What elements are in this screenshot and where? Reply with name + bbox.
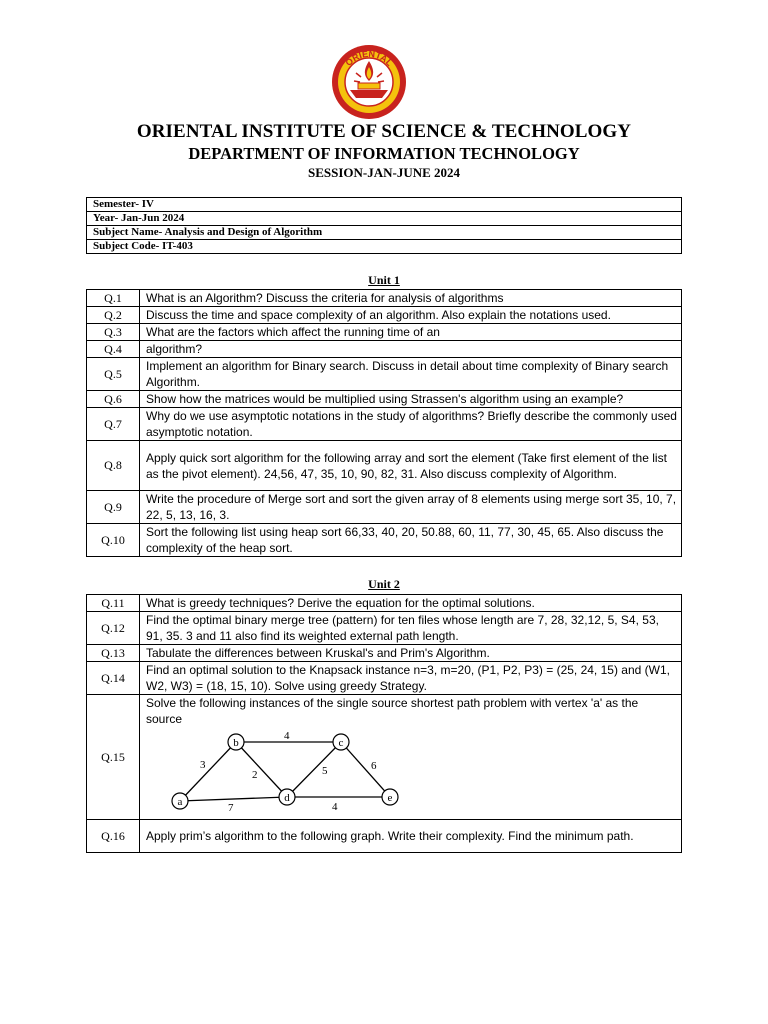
table-row bbox=[87, 408, 682, 441]
edge-weight-label: 4 bbox=[332, 801, 338, 811]
edge-weight-label: 7 bbox=[228, 802, 234, 811]
question-number: Q.9 bbox=[87, 491, 140, 524]
department-title: DEPARTMENT OF INFORMATION TECHNOLOGY bbox=[188, 144, 580, 163]
subject-code-row bbox=[87, 240, 682, 254]
question-text: Discuss the time and space complexity of an algorithm. Also explain the notations used. bbox=[140, 307, 682, 324]
question-number: Q.12 bbox=[87, 612, 140, 645]
table-row bbox=[87, 358, 682, 391]
unit-1-heading: Unit 1 bbox=[368, 273, 400, 287]
question-text: Solve the following instances of the single source shortest path problem with vertex 'a' as the source bbox=[146, 696, 639, 726]
course-info-table bbox=[86, 197, 682, 254]
session-title: SESSION-JAN-JUNE 2024 bbox=[307, 165, 461, 180]
question-number: Q.8 bbox=[87, 441, 140, 491]
question-number: Q.15 bbox=[87, 695, 140, 820]
question-text: What is greedy techniques? Derive the equation for the optimal solutions. bbox=[140, 595, 682, 612]
edge-weight-label: 5 bbox=[322, 765, 328, 777]
institute-title: ORIENTAL INSTITUTE OF SCIENCE & TECHNOLOGY bbox=[136, 121, 632, 142]
table-row bbox=[87, 612, 682, 645]
table-row bbox=[87, 307, 682, 324]
question-number: Q.13 bbox=[87, 645, 140, 662]
svg-text:ORIENTAL: ORIENTAL bbox=[343, 48, 395, 69]
node-label: c bbox=[338, 737, 344, 749]
table-row bbox=[87, 820, 682, 853]
table-row bbox=[87, 491, 682, 524]
subject-code-cell: Subject Code- IT-403 bbox=[87, 240, 682, 254]
graph-edge-a-d bbox=[180, 797, 287, 801]
unit-1-question-table bbox=[86, 289, 682, 557]
question-number: Q.6 bbox=[87, 391, 140, 408]
edge-weight-label: 3 bbox=[200, 759, 206, 771]
question-text: algorithm? bbox=[140, 341, 682, 358]
question-text: Implement an algorithm for Binary search. Discuss in detail about time complexity of Binary search Algorithm. bbox=[140, 358, 682, 391]
graph-edge-b-d bbox=[236, 742, 287, 797]
graph-edge-a-b bbox=[180, 742, 236, 801]
node-label: d bbox=[284, 792, 290, 804]
table-row bbox=[87, 441, 682, 491]
question-text: Write the procedure of Merge sort and sort the given array of 8 elements using merge sort 35, 10, 7, 22, 5, 13, 16, 3. bbox=[140, 491, 682, 524]
subject-name-row bbox=[87, 226, 682, 240]
question-text: Find the optimal binary merge tree (pattern) for ten files whose length are 7, 28, 32,12, 5, S4, 53, 91, 35. 3 and 11 also find its weighted external path length. bbox=[140, 612, 682, 645]
question-text: Find an optimal solution to the Knapsack instance n=3, m=20, (P1, P2, P3) = (25, 24, 15) and (W1, W2, W3) = (18, 15, 10). Solve using greedy Strategy. bbox=[140, 662, 682, 695]
question-text: Why do we use asymptotic notations in the study of algorithms? Briefly describe the commonly used asymptotic notation. bbox=[140, 408, 682, 441]
question-text: Sort the following list using heap sort 66,33, 40, 20, 50.88, 60, 11, 77, 30, 45, 65. Also discuss the complexity of the heap sort. bbox=[140, 524, 682, 557]
year-cell: Year- Jan-Jun 2024 bbox=[87, 212, 682, 226]
question-number: Q.10 bbox=[87, 524, 140, 557]
question-cell bbox=[140, 695, 682, 820]
table-row bbox=[87, 595, 682, 612]
question-text: Show how the matrices would be multiplied using Strassen's algorithm using an example? bbox=[140, 391, 682, 408]
weighted-graph-figure bbox=[166, 727, 406, 811]
question-number: Q.4 bbox=[87, 341, 140, 358]
question-number: Q.5 bbox=[87, 358, 140, 391]
question-text: Tabulate the differences between Kruskal's and Prim's Algorithm. bbox=[140, 645, 682, 662]
question-text: What are the factors which affect the running time of an bbox=[140, 324, 682, 341]
unit-2-question-table bbox=[86, 594, 682, 853]
question-number: Q.3 bbox=[87, 324, 140, 341]
question-number: Q.7 bbox=[87, 408, 140, 441]
table-row bbox=[87, 391, 682, 408]
table-row bbox=[87, 695, 682, 820]
edge-weight-label: 4 bbox=[284, 730, 290, 742]
table-row bbox=[87, 341, 682, 358]
question-number: Q.1 bbox=[87, 290, 140, 307]
institute-logo bbox=[330, 43, 408, 121]
question-number: Q.16 bbox=[87, 820, 140, 853]
node-label: b bbox=[233, 737, 239, 749]
node-label: a bbox=[177, 796, 183, 808]
edge-weight-label: 6 bbox=[371, 760, 377, 772]
question-text: Apply quick sort algorithm for the following array and sort the element (Take first element of the list as the pivot element). 24,56, 47, 35, 10, 90, 82, 31. Also discuss complexity of Algorithm. bbox=[140, 441, 682, 491]
semester-cell: Semester- IV bbox=[87, 198, 682, 212]
table-row bbox=[87, 290, 682, 307]
question-number: Q.2 bbox=[87, 307, 140, 324]
question-number: Q.11 bbox=[87, 595, 140, 612]
unit-2-heading: Unit 2 bbox=[368, 577, 400, 591]
year-row bbox=[87, 212, 682, 226]
edge-weight-label: 2 bbox=[252, 769, 258, 781]
table-row bbox=[87, 324, 682, 341]
semester-row bbox=[87, 198, 682, 212]
graph-edge-c-e bbox=[341, 742, 390, 797]
table-row bbox=[87, 645, 682, 662]
table-row bbox=[87, 524, 682, 557]
table-row bbox=[87, 662, 682, 695]
question-text: What is an Algorithm? Discuss the criteria for analysis of algorithms bbox=[140, 290, 682, 307]
node-label: e bbox=[387, 792, 393, 804]
subject-name-cell: Subject Name- Analysis and Design of Algorithm bbox=[87, 226, 682, 240]
graph-edge-c-d bbox=[287, 742, 341, 797]
question-text: Apply prim’s algorithm to the following graph. Write their complexity. Find the minimum path. bbox=[140, 820, 682, 853]
question-number: Q.14 bbox=[87, 662, 140, 695]
